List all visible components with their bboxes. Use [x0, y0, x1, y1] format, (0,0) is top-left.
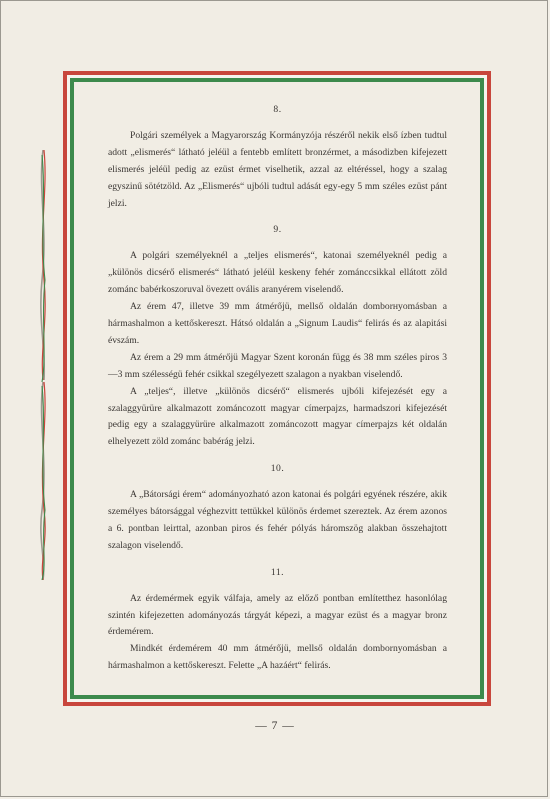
paragraph: Az érem a 29 mm átmérőjü Magyar Szent koronán függ és 38 mm széles piros 3—3 mm szélességü fehér csikkal szegélyezett szalagon a nyakban viselendő. — [108, 351, 447, 380]
section-8 — [108, 102, 447, 212]
section-11 — [108, 565, 447, 675]
section-10 — [108, 461, 447, 555]
section-9 — [108, 222, 447, 451]
body-text — [108, 102, 447, 675]
section-number: 9. — [273, 224, 282, 236]
paragraph: A „teljes“, illetve „különös dicsérő“ elismerés ujbóli kifejezését egy a szalaggyürüre alkalmazott zománcozott magyar címerpajzs, harmadszori kifejezését pedig egy a szalaggyürüre alkalmazott zománcozott magyar címerpajzs két oldalán elhelyezett zöld zománc babérág jelzi. — [108, 385, 447, 448]
section-number: 11. — [270, 566, 285, 578]
paragraph: Polgári személyek a Magyarország Kormányzója részéről nekik első ízben tudtul adott „elismerés“ látható jeléül a fentebb említett bronzérmet, a másodizben kifejezett elismerés jeléül pedig az ezüst érmet viselhetik, azzal az eltéréssel, hogy a szalag egyszinű sötétzöld. Az „Elismerés“ ujbóli tudtul adását egy-egy 5 mm széles ezüst pánt jelzi. — [108, 129, 447, 209]
paragraph: A polgári személyeknél a „teljes elismerés“, katonai személyeknél pedig a „különös dicsérő elismerés“ látható jeléül keskeny fehér zománccsikkal ellátott zöld zománc babérkoszoruval övezett ovális aranyérem viselendő. — [108, 250, 447, 296]
section-number: 8. — [273, 104, 282, 115]
paragraph: Mindkét érdemérem 40 mm átmérőjü, mellső oldalán dombornyomásban a hármashalmon a kettőskereszt. Felette „A hazáért“ felirás. — [108, 643, 447, 672]
section-number: 10. — [270, 463, 285, 475]
paragraph: Az érem 47, illetve 39 mm átmérőjü, mellső oldalán domborнyomásban a hármashalmon a kettőskereszt. Hátsó oldalán a „Signum Laudis“ felirás és az alapitási évszám. — [108, 301, 447, 346]
paragraph: Az érdemérmek egyik válfaja, amely az előző pontban említetthez hasonlólag szintén kifejezetten adományozás tárgyát képezi, a magyar ezüst és a magyar bronz érdemérem. — [108, 592, 447, 638]
binding-cord — [36, 150, 50, 580]
paragraph: A „Bátorsági érem“ adományozható azon katonai és polgári egyének részére, akik személyes bátorsággal véghezvitt tettükkel különös érdemet szereztek. Az érem azonos a 6. pontban leirttal, azonban piros és fehér pólyás háromszög alakban összehajtott szalagon viselendő. — [108, 489, 447, 551]
page-number: — 7 — — [255, 720, 295, 732]
